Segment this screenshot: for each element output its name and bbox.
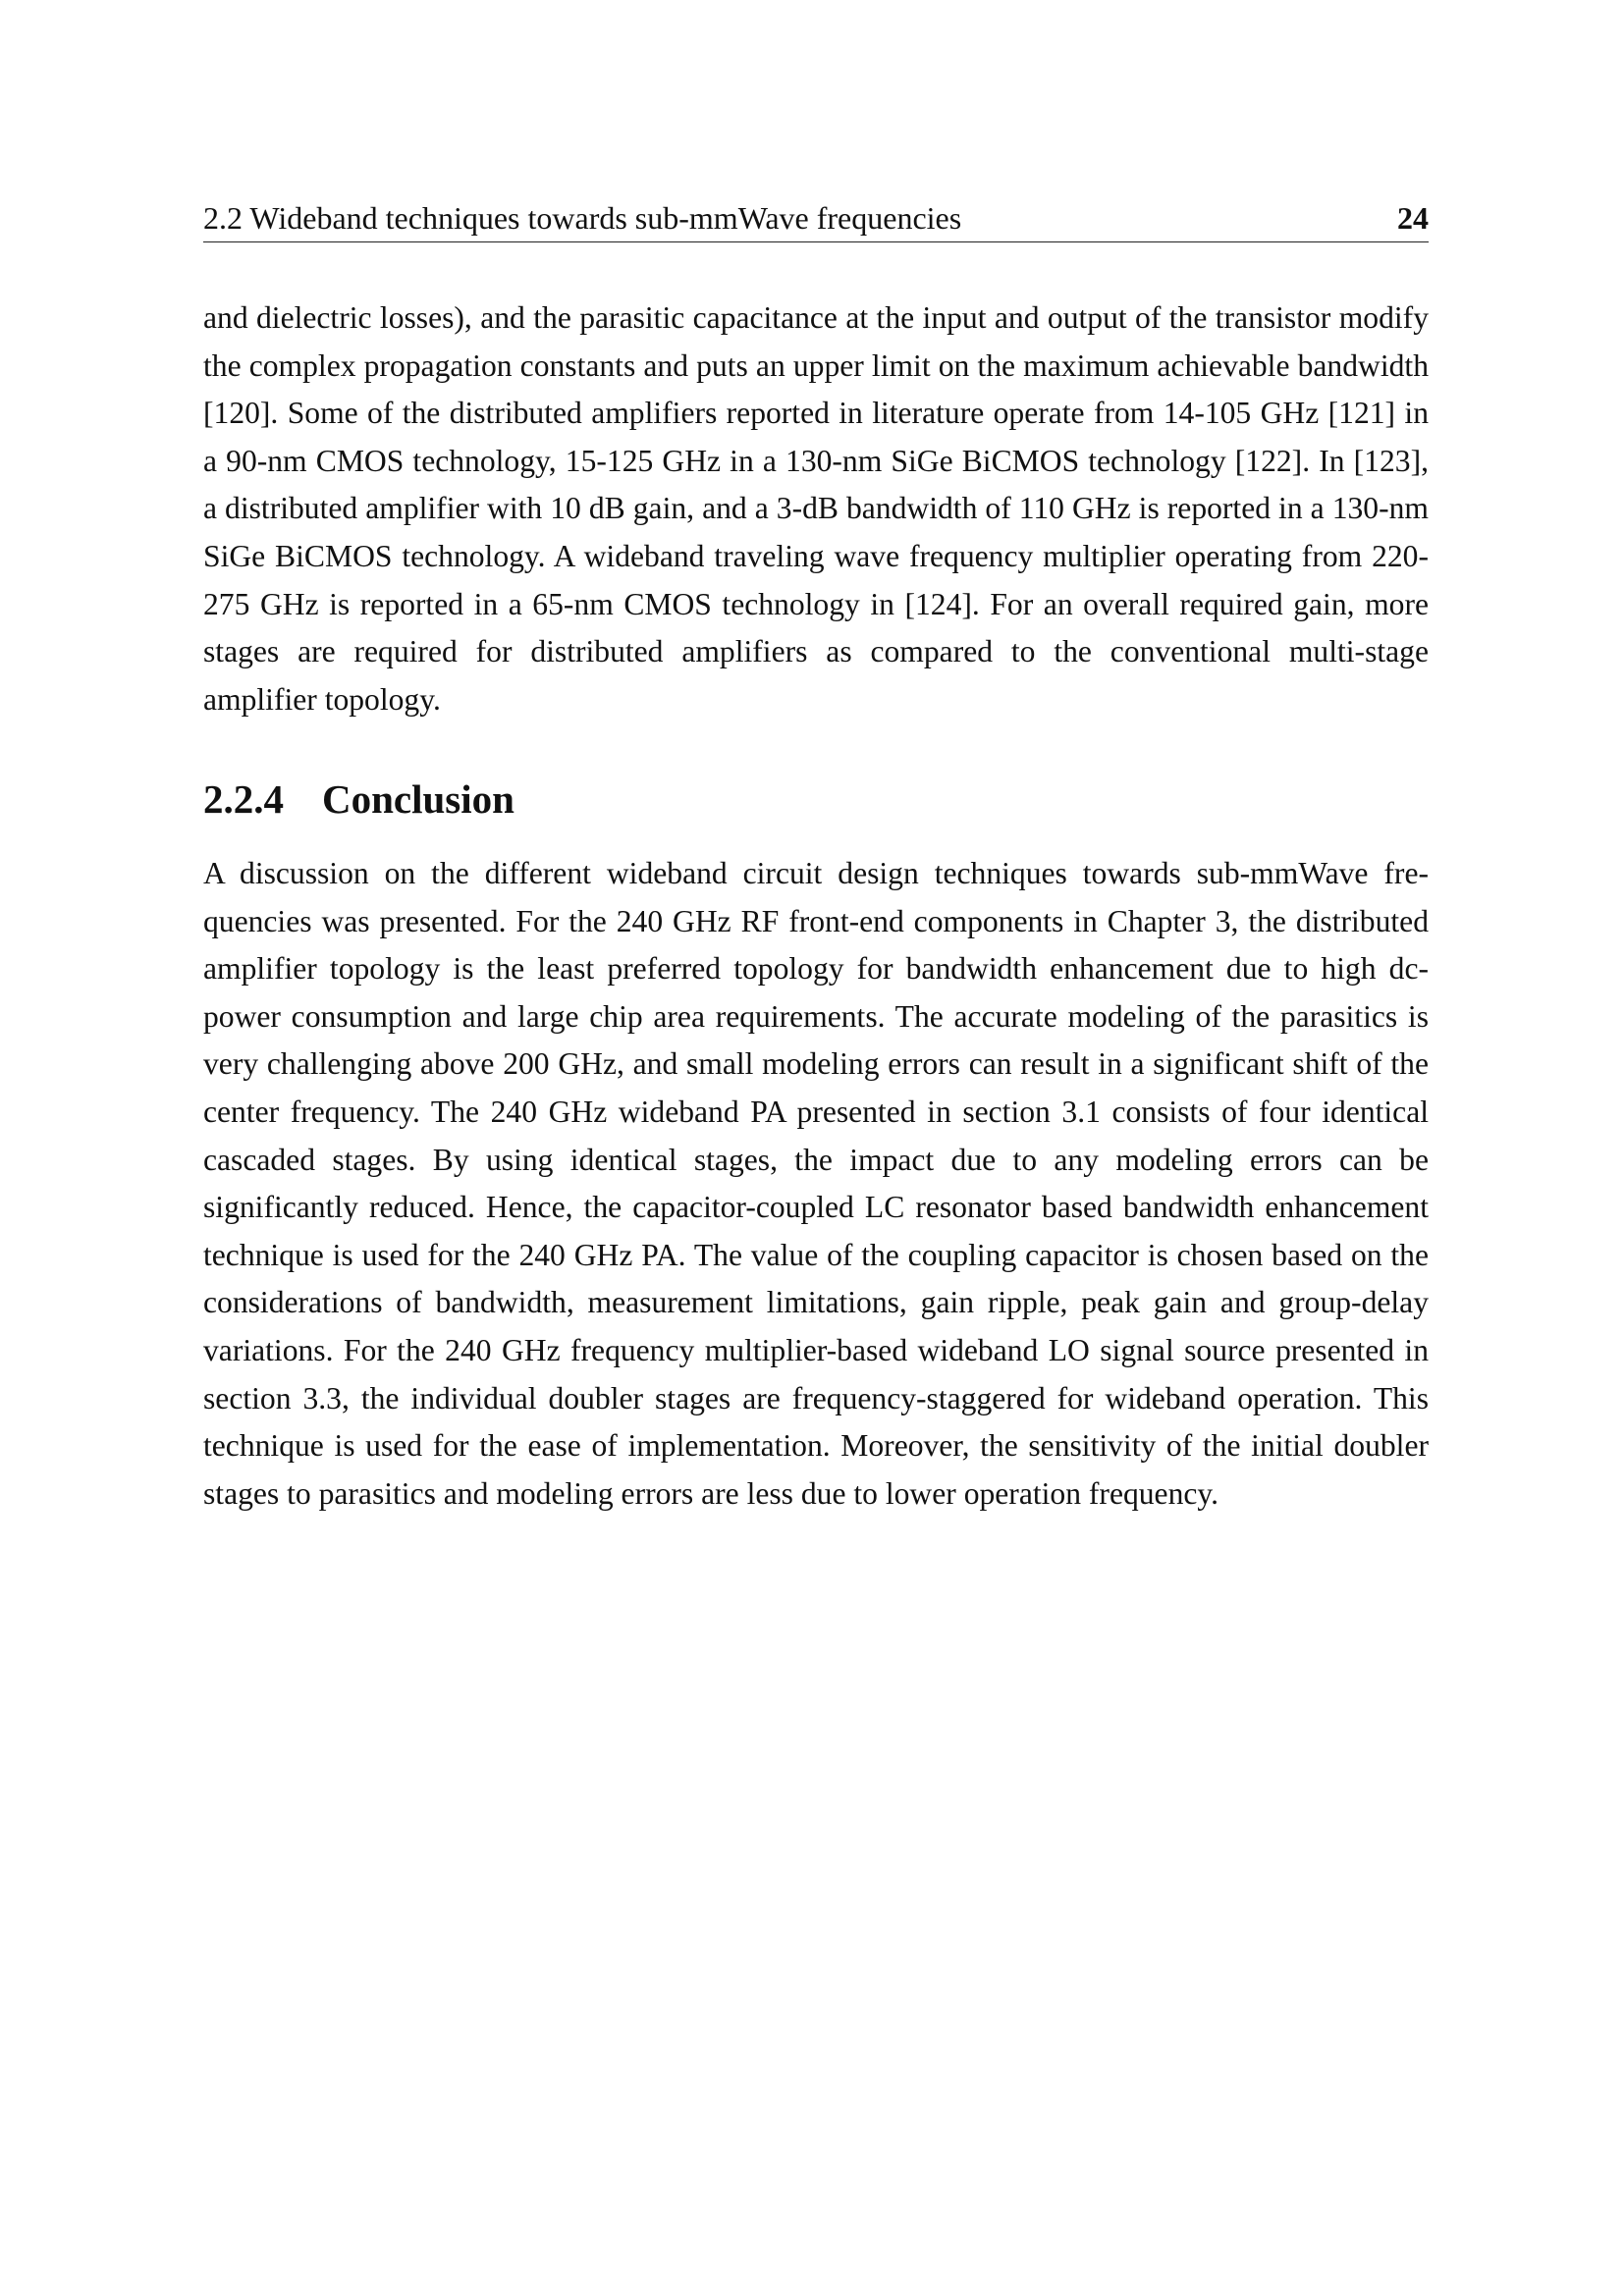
body-paragraph-1: and dielectric losses), and the parasitic capacitance at the input and output of the transistor modify the complex propagation constants and puts an upper limit on the maximum achievable bandwidth [120]. Some of the distributed amplifiers reported in literature operate from 14-105 GHz [121] in a 90-nm CMOS technology, 15-125 GHz in a 130-nm SiGe BiCMOS technology [122]. In [123], a distributed amplifier with 10 dB gain, and a 3-dB bandwidth of 110 GHz is reported in a 130-nm SiGe BiCMOS technology. A wideband traveling wave frequency multiplier operating from 220-275 GHz is reported in a 65-nm CMOS technology in [124]. For an overall required gain, more stages are required for distributed amplifiers as compared to the conventional multi-stage amplifier topology. (203, 300, 1429, 717)
running-header-title: 2.2 Wideband techniques towards sub-mmWave frequencies (203, 200, 962, 236)
section-number: 2.2.4 (203, 776, 284, 822)
document-page (203, 0, 1429, 2296)
body-paragraph-2: A discussion on the different wideband circuit design techniques towards sub-mmWave frequencies was presented. For the 240 GHz RF front-end components in Chapter 3, the distributed amplifier topology is the least preferred topology for bandwidth enhancement due to high dc-power consumption and large chip area requirements. The accurate modeling of the parasitics is very challenging above 200 GHz, and small modeling errors can result in a significant shift of the center frequency. The 240 GHz wideband PA presented in section 3.1 consists of four identical cascaded stages. By using identical stages, the impact due to any modeling errors can be significantly reduced. Hence, the capacitor-coupled LC resonator based bandwidth enhancement technique is used for the 240 GHz PA. The value of the coupling capacitor is chosen based on the considerations of bandwidth, measurement limitations, gain ripple, peak gain and group-delay variations. For the 240 GHz frequency multiplier-based wideband LO signal source presented in section 3.3, the individual doubler stages are frequency-staggered for wideband operation. This technique is used for the ease of implementation. Moreover, the sensitivity of the initial doubler stages to parasitics and modeling errors are less due to lower operation frequency. (203, 856, 1429, 1511)
page-number: 24 (1397, 200, 1429, 236)
section-title: Conclusion (322, 776, 514, 822)
section-heading (203, 775, 1429, 823)
running-header (203, 196, 1429, 242)
